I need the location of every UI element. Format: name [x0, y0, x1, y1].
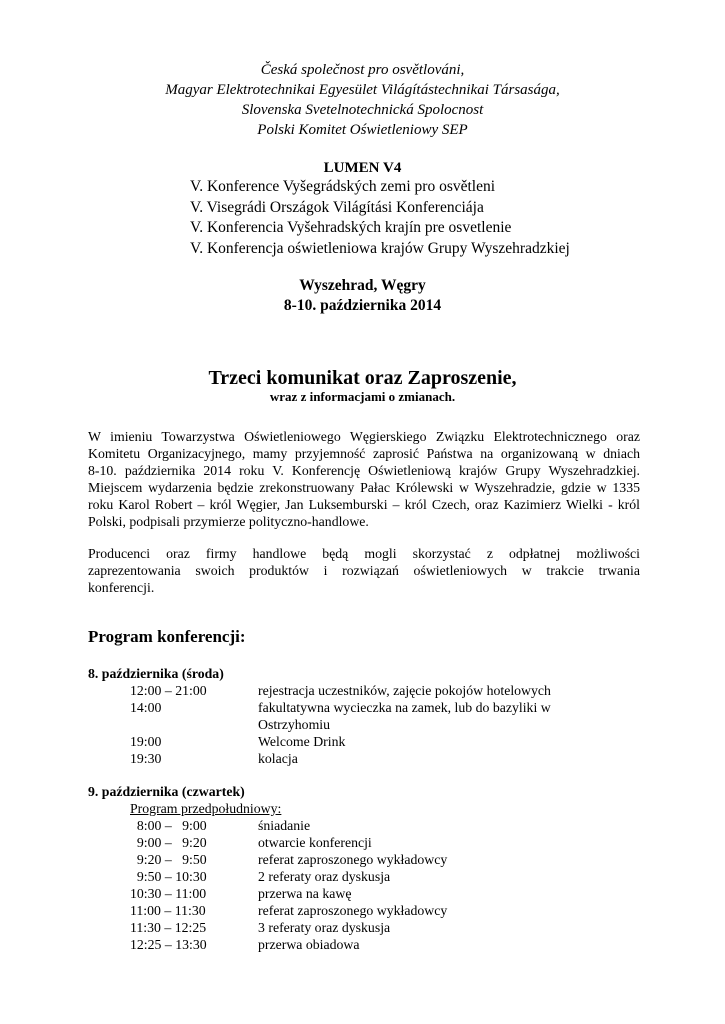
schedule-time: 8:00 – 9:00 [130, 818, 207, 833]
intro-line: roku Karol Robert – król Węgier, Jan Luksemburski – król Czech, oraz Kazimierz Wielki - król [88, 497, 640, 512]
event-dates: 8-10. października 2014 [283, 297, 442, 314]
schedule-time: 19:00 [130, 734, 162, 749]
schedule-time: 19:30 [130, 751, 162, 766]
day-title-thursday: 9. października (czwartek) [88, 784, 245, 799]
schedule-time: 11:00 – 11:30 [130, 903, 206, 918]
intro-line: Komitetu Organizacyjnego, mamy przyjemność zaprosić Państwa na organizowaną w dniach [88, 446, 640, 461]
schedule-row [130, 733, 568, 750]
schedule-time: 9:50 – 10:30 [130, 869, 207, 884]
conference-name-hungarian: V. Visegrádi Országok Világítási Konferenciája [190, 198, 484, 216]
schedule-row [130, 936, 568, 953]
event-place-date [0, 276, 725, 316]
schedule-desc: Welcome Drink [258, 734, 346, 749]
schedule-desc: otwarcie konferencji [258, 835, 372, 850]
schedule-thursday [130, 817, 568, 953]
schedule-time: 14:00 [130, 700, 162, 715]
exhibitors-line: Producenci oraz firmy handlowe będą mogli skorzystać z odpłatnej możliwości [88, 546, 640, 561]
exhibitors-paragraph [88, 545, 640, 596]
schedule-desc: 3 referaty oraz dyskusja [258, 920, 391, 935]
schedule-desc: przerwa obiadowa [258, 937, 360, 952]
schedule-row [130, 919, 568, 936]
schedule-desc: fakultatywna wycieczka na zamek, lub do bazyliki w Ostrzyhomiu [258, 700, 551, 732]
schedule-desc: śniadanie [258, 818, 311, 833]
schedule-time: 9:00 – 9:20 [130, 835, 207, 850]
conference-name-slovak: V. Konferencia Vyšehradských krajín pre osvetlenie [190, 219, 512, 236]
schedule-desc: rejestracja uczestników, zajęcie pokojów hotelowych [258, 683, 551, 698]
schedule-time: 10:30 – 11:00 [130, 886, 207, 901]
exhibitors-line: konferencji. [88, 580, 155, 595]
schedule-row [130, 851, 568, 868]
schedule-desc: kolacja [258, 751, 298, 766]
schedule-desc: 2 referaty oraz dyskusja [258, 869, 391, 884]
event-location: Wyszehrad, Węgry [299, 277, 426, 294]
intro-paragraph [88, 428, 640, 530]
conference-names [190, 177, 570, 259]
schedule-row [130, 834, 568, 851]
program-title: Program konferencji: [88, 627, 246, 646]
organization-czech: Česká společnost pro osvětlováni, [260, 62, 465, 78]
organization-polish: Polski Komitet Oświetleniowy SEP [257, 122, 468, 138]
organization-slovak: Slovenska Svetelnotechnická Spolocnost [241, 102, 484, 118]
schedule-row [130, 817, 568, 834]
intro-line: Miejscem wydarzenia będzie zrekonstruowany Pałac Królewski w Wyszehradzie, gdzie w 1335 [88, 480, 640, 495]
intro-line: Polski, podpisali przymierze polityczno-handlowe. [88, 514, 369, 529]
event-name: LUMEN V4 [323, 160, 402, 176]
exhibitors-line: zaprezentowania swoich produktów i rozwiązań oświetleniowych w trakcie trwania [88, 563, 640, 578]
schedule-row [130, 868, 568, 885]
intro-line: W imieniu Towarzystwa Oświetleniowego Węgierskiego Związku Elektrotechnicznego oraz [88, 429, 640, 444]
announcement-title: Trzeci komunikat oraz Zaproszenie, [208, 367, 517, 389]
schedule-time: 9:20 – 9:50 [130, 852, 207, 867]
intro-line: 8-10. października 2014 roku V. Konferencję Oświetleniową krajów Grupy Wyszehradzkiej. [88, 463, 640, 478]
organizations-block [0, 60, 725, 140]
schedule-time: 11:30 – 12:25 [130, 920, 207, 935]
schedule-time: 12:25 – 13:30 [130, 937, 207, 952]
morning-program-label: Program przedpołudniowy: [130, 801, 282, 816]
schedule-time: 12:00 – 21:00 [130, 683, 207, 698]
schedule-wednesday [130, 682, 568, 767]
announcement-subtitle: wraz z informacjami o zmianach. [269, 389, 456, 404]
schedule-row [130, 750, 568, 767]
conference-name-polish: V. Konferencja oświetleniowa krajów Grupy Wyszehradzkiej [190, 239, 570, 257]
organization-hungarian: Magyar Elektrotechnikai Egyesület Világítástechnikai Társasága, [165, 82, 560, 98]
schedule-row [130, 699, 568, 733]
schedule-desc: referat zaproszonego wykładowcy [258, 903, 448, 918]
schedule-row [130, 682, 568, 699]
schedule-desc: referat zaproszonego wykładowcy [258, 852, 448, 867]
day-title-wednesday: 8. października (środa) [88, 666, 224, 681]
schedule-row [130, 902, 568, 919]
schedule-desc: przerwa na kawę [258, 886, 352, 901]
conference-name-czech: V. Konference Vyšegrádských zemi pro osvětleni [190, 178, 496, 195]
schedule-row [130, 885, 568, 902]
